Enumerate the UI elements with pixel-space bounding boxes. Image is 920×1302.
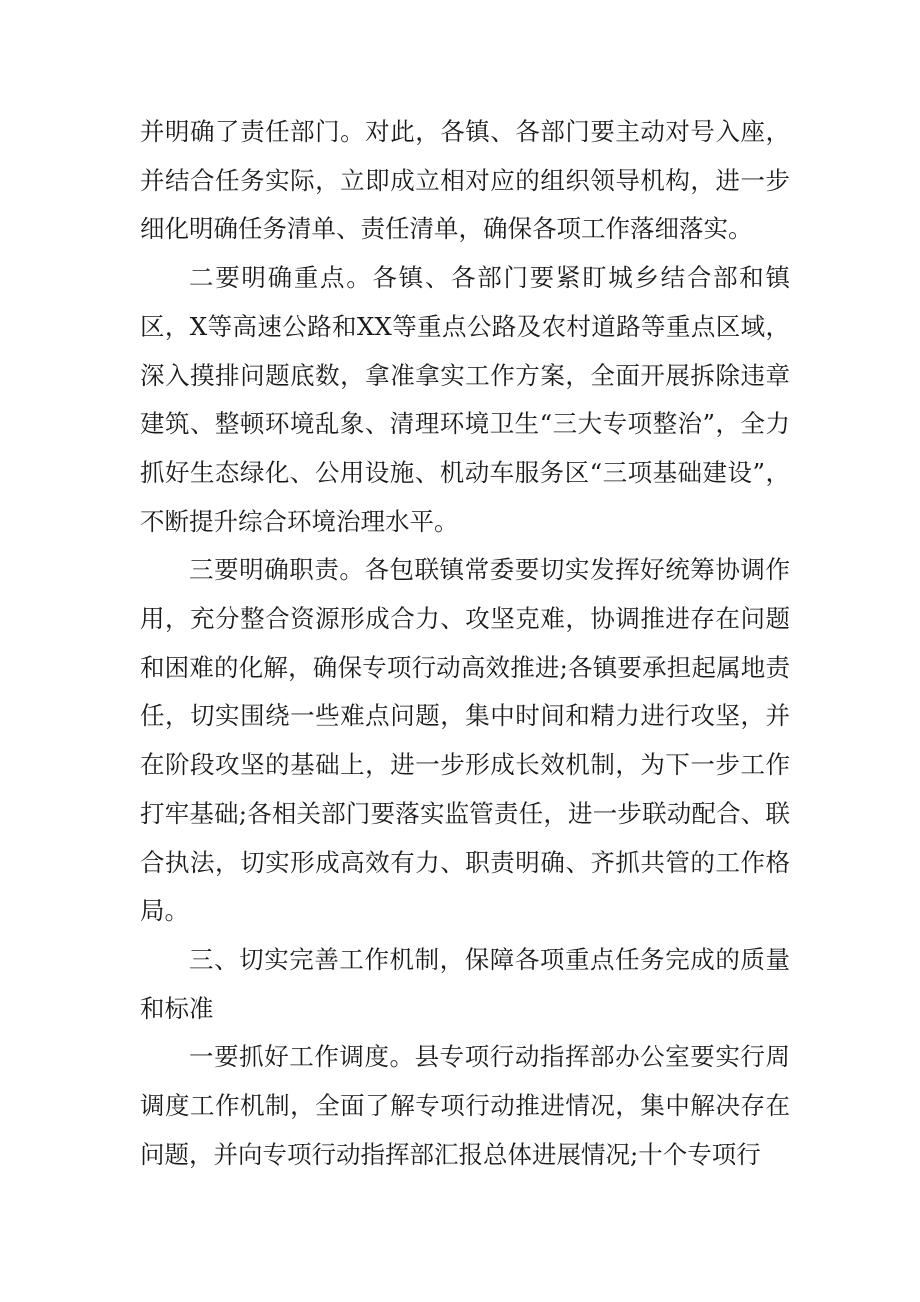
paragraph-clarify-duties: 三要明确职责。各包联镇常委要切实发挥好统筹协调作用，充分整合资源形成合力、攻坚克难，协调推进存在问题和困难的化解，确保专项行动高效推进;各镇要承担起属地责任，切实围绕一些难点问题，集中时间和精力进行攻坚，并在阶段攻坚的基础上，进一步形成长效机制，为下一步工作打牢基础;各相关部门要落实监管责任，进一步联动配合、联合执法，切实形成高效有力、职责明确、齐抓共管的工作格局。 xyxy=(140,555,790,926)
paragraph-responsibility-departments: 并明确了责任部门。对此，各镇、各部门要主动对号入座，并结合任务实际，立即成立相对应的组织领导机构，进一步细化明确任务清单、责任清单，确保各项工作落细落实。 xyxy=(140,117,790,244)
document-body xyxy=(140,108,790,1179)
paragraph-work-scheduling: 一要抓好工作调度。县专项行动指挥部办公室要实行周调度工作机制，全面了解专项行动推进情况，集中解决存在问题，并向专项行动指挥部汇报总体进展情况;十个专项行 xyxy=(140,1042,790,1169)
paragraph-clarify-priorities: 二要明确重点。各镇、各部门要紧盯城乡结合部和镇区，X等高速公路和XX等重点公路及农村道路等重点区域，深入摸排问题底数，拿准拿实工作方案，全面开展拆除违章建筑、整顿环境乱象、清理环境卫生“三大专项整治”，全力抓好生态绿化、公用设施、机动车服务区“三项基础建设”，不断提升综合环境治理水平。 xyxy=(140,263,790,536)
section-heading-work-mechanism: 三、切实完善工作机制，保障各项重点任务完成的质量和标准 xyxy=(140,944,790,1023)
